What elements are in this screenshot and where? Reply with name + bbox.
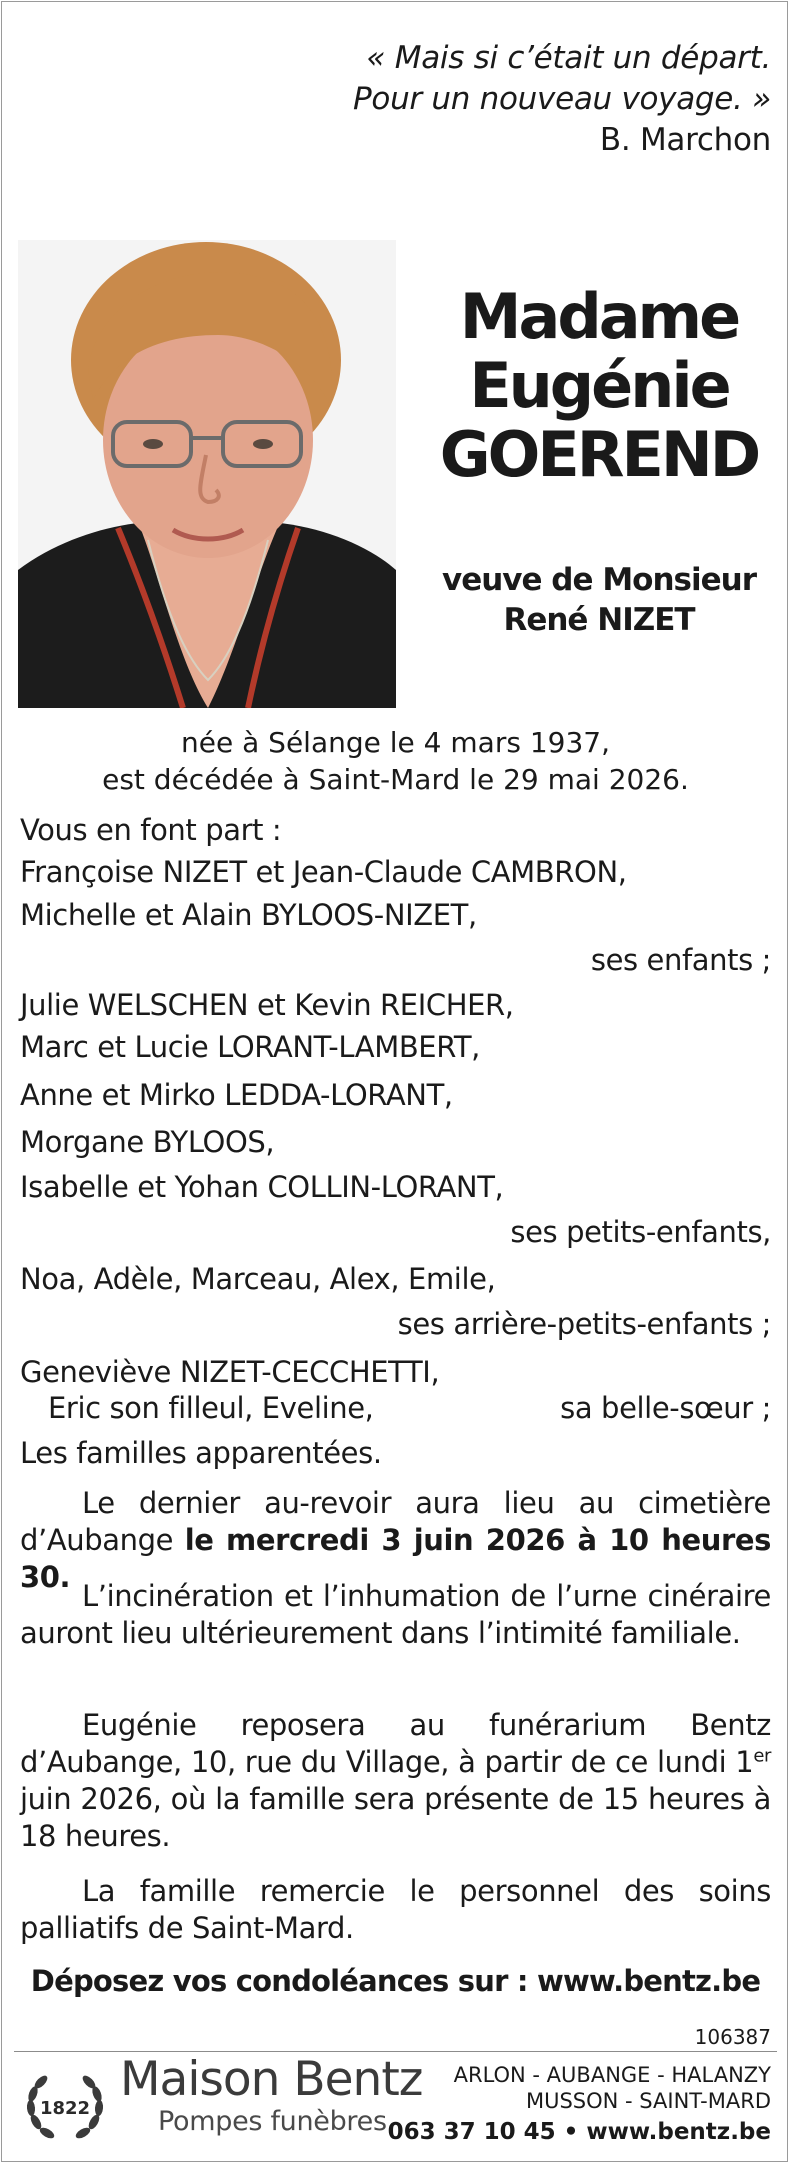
brand-subtitle: Pompes funèbres xyxy=(158,2106,387,2137)
ceremony-text: Le dernier au-revoir aura lieu au cimetière d’Aubange xyxy=(20,1486,771,1557)
epigraph-quote xyxy=(353,38,771,161)
quote-author: B. Marchon xyxy=(599,122,771,158)
grandchild-name: Marc et Lucie LORANT-LAMBERT, xyxy=(20,1030,481,1064)
contact-info: 063 37 10 45 • www.bentz.be xyxy=(387,2119,771,2145)
cremation-text: L’incinération et l’inhumation de l’urne cinéraire auront lieu ultérieurement dans l’intimité familiale. xyxy=(20,1579,771,1650)
godson-line: Eric son filleul, Eveline, xyxy=(48,1391,374,1425)
widow-line-2: René NIZET xyxy=(503,602,695,638)
deceased-portrait-photo xyxy=(18,240,396,708)
cremation-paragraph xyxy=(20,1578,771,1652)
grandchild-name: Julie WELSCHEN et Kevin REICHER, xyxy=(20,988,514,1022)
cities-line-1: ARLON - AUBANGE - HALANZY xyxy=(453,2063,771,2087)
great-grandchildren-names: Noa, Adèle, Marceau, Alex, Emile, xyxy=(20,1262,496,1296)
sister-in-law-label: sa belle-sœur ; xyxy=(560,1391,771,1425)
family-intro: Vous en font part : xyxy=(20,813,282,847)
grandchild-name: Isabelle et Yohan COLLIN-LORANT, xyxy=(20,1170,504,1204)
deceased-name xyxy=(420,282,778,489)
grandchild-name: Morgane BYLOOS, xyxy=(20,1125,275,1159)
ordinal-superscript: er xyxy=(753,1745,771,1767)
deceased-title: Madame xyxy=(459,280,739,353)
thanks-paragraph xyxy=(20,1873,771,1947)
visitation-paragraph xyxy=(20,1707,771,1855)
widow-of xyxy=(420,560,778,640)
widow-line-1: veuve de Monsieur xyxy=(441,562,756,598)
quote-line-1: « Mais si c’était un départ. xyxy=(366,40,771,76)
ceremony-date: le mercredi 3 juin 2026 à 10 heures 30. xyxy=(20,1523,771,1594)
birth-line: née à Sélange le 4 mars 1937, xyxy=(181,726,610,759)
deceased-first-name: Eugénie xyxy=(469,349,729,422)
laurel-badge-logo xyxy=(22,2062,108,2148)
condolences-line: Déposez vos condoléances sur : www.bentz.be xyxy=(30,1964,761,1998)
grandchildren-label: ses petits-enfants, xyxy=(510,1215,771,1249)
cities-line-2: MUSSON - SAINT-MARD xyxy=(525,2089,771,2113)
deceased-last-name: GOEREND xyxy=(439,418,759,491)
child-name: Françoise NIZET et Jean-Claude CAMBRON, xyxy=(20,855,627,889)
quote-line-2: Pour un nouveau voyage. » xyxy=(353,81,771,117)
brand-name: Maison Bentz xyxy=(120,2052,423,2107)
visitation-text-b: juin 2026, où la famille sera présente de 15 heures à 18 heures. xyxy=(20,1782,771,1853)
grandchild-name: Anne et Mirko LEDDA-LORANT, xyxy=(20,1078,453,1112)
sister-in-law-name: Geneviève NIZET-CECCHETTI, xyxy=(20,1355,440,1389)
reference-number: 106387 xyxy=(694,2025,771,2049)
badge-year: 1822 xyxy=(39,2098,91,2119)
relatives-line: Les familles apparentées. xyxy=(20,1436,382,1470)
visitation-text-a: Eugénie reposera au funérarium Bentz d’Aubange, 10, rue du Village, à partir de ce lundi 1 xyxy=(20,1708,771,1779)
death-line: est décédée à Saint-Mard le 29 mai 2026. xyxy=(102,763,689,796)
great-grandchildren-label: ses arrière-petits-enfants ; xyxy=(397,1307,771,1341)
branch-locations xyxy=(454,2062,771,2114)
child-name: Michelle et Alain BYLOOS-NIZET, xyxy=(20,898,477,932)
thanks-text: La famille remercie le personnel des soins palliatifs de Saint-Mard. xyxy=(20,1874,771,1945)
children-label: ses enfants ; xyxy=(590,943,771,977)
